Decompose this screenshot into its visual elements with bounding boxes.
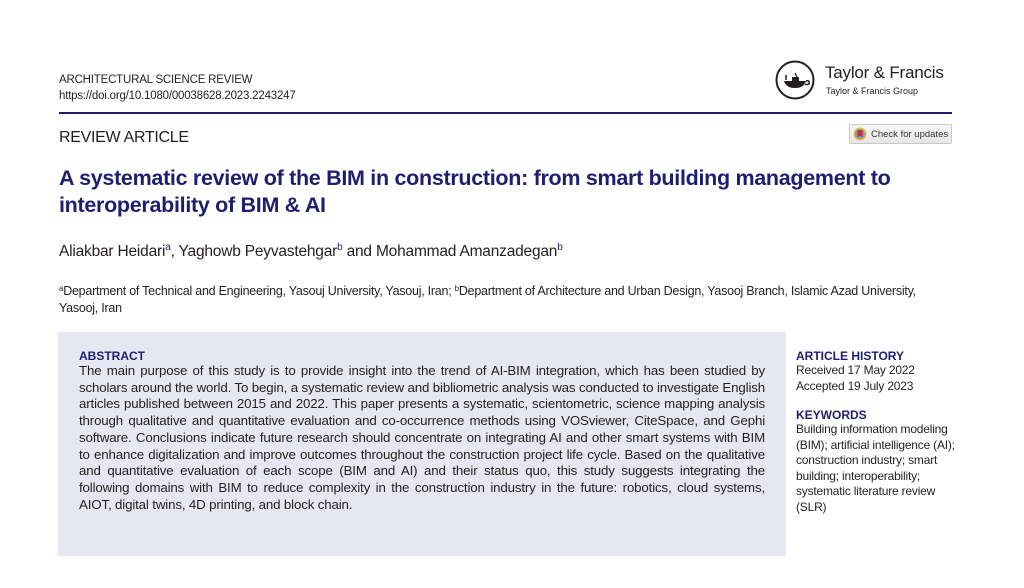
received-date: Received 17 May 2022 xyxy=(796,363,915,377)
abstract-heading: ABSTRACT xyxy=(79,349,145,363)
check-updates-label: Check for updates xyxy=(871,128,949,140)
publisher-name: Taylor & Francis xyxy=(825,63,944,82)
author-list xyxy=(59,242,563,261)
author-name[interactable]: Yaghowb Peyvastehgar xyxy=(178,243,338,260)
article-title xyxy=(59,165,959,219)
affiliation-a: Department of Technical and Engineering, Yasouj University, Yasouj, Iran; xyxy=(63,284,455,298)
author-name[interactable]: Aliakbar Heidari xyxy=(59,243,166,260)
article-history-heading: ARTICLE HISTORY xyxy=(796,349,905,363)
publisher-group: Taylor & Francis Group xyxy=(826,86,919,96)
affiliation-mark: b xyxy=(557,242,563,253)
abstract-text: The main purpose of this study is to provide insight into the trend of AI-BIM integration, which has been studied by scholars around the world. To begin, a systematic review and bibliometric analysis was conducted to investigate English articles published between 2015 and 2022. This paper presents a systematic, scientometric, science mapping analysis through qualitative and quantitative evaluation and co-occurrence methods using VOSviewer, CiteSpace, and Gephi software. Conclusions indicate future research should concentrate on integrating AI and other smart systems with BIM to enhance digitalization and improve outcomes throughout the construction project life cycle. Based on the qualitative and quantitative evaluation of each scope (BIM and AI) and their status quo, this study suggests integrating the following domains with BIM to reduce complexity in the construction industry in the future: robotics, cloud systems, AIOT, digital twins, 4D printing, and block chain. xyxy=(79,363,765,512)
accepted-date: Accepted 19 July 2023 xyxy=(796,378,914,393)
keywords xyxy=(796,408,961,516)
author-name[interactable]: Mohammad Amanzadegan xyxy=(375,243,558,260)
article-type: REVIEW ARTICLE xyxy=(59,129,189,146)
check-for-updates-button[interactable] xyxy=(849,124,952,144)
title-line-2: interoperability of BIM & AI xyxy=(59,193,326,217)
author-separator: and xyxy=(342,243,376,260)
author-separator: , xyxy=(170,243,179,260)
doi-link[interactable]: https://doi.org/10.1080/00038628.2023.2243247 xyxy=(59,90,296,102)
keywords-heading: KEYWORDS xyxy=(796,408,867,422)
header-rule xyxy=(59,112,952,114)
title-line-1: A systematic review of the BIM in construction: from smart building management to xyxy=(59,166,891,190)
affiliation-mark-b: b xyxy=(454,284,459,293)
check-updates-bookmark-icon xyxy=(853,127,867,141)
affiliation-mark: a xyxy=(165,242,171,253)
keywords-text: Building information modeling (BIM); artificial intelligence (AI); construction industry; smart building; interoperability; systematic literature review (SLR) xyxy=(796,422,955,514)
affiliation-mark: b xyxy=(337,242,343,253)
affiliation-mark-a: a xyxy=(59,284,64,293)
journal-name: ARCHITECTURAL SCIENCE REVIEW xyxy=(59,74,253,86)
affiliations xyxy=(59,280,939,317)
affiliation-b: Department of Architecture and Urban Design, Yasooj Branch, Islamic Azad University, Yasooj, Iran xyxy=(59,284,916,315)
article-history xyxy=(796,349,966,394)
taylor-francis-lamp-logo-icon xyxy=(775,60,815,100)
